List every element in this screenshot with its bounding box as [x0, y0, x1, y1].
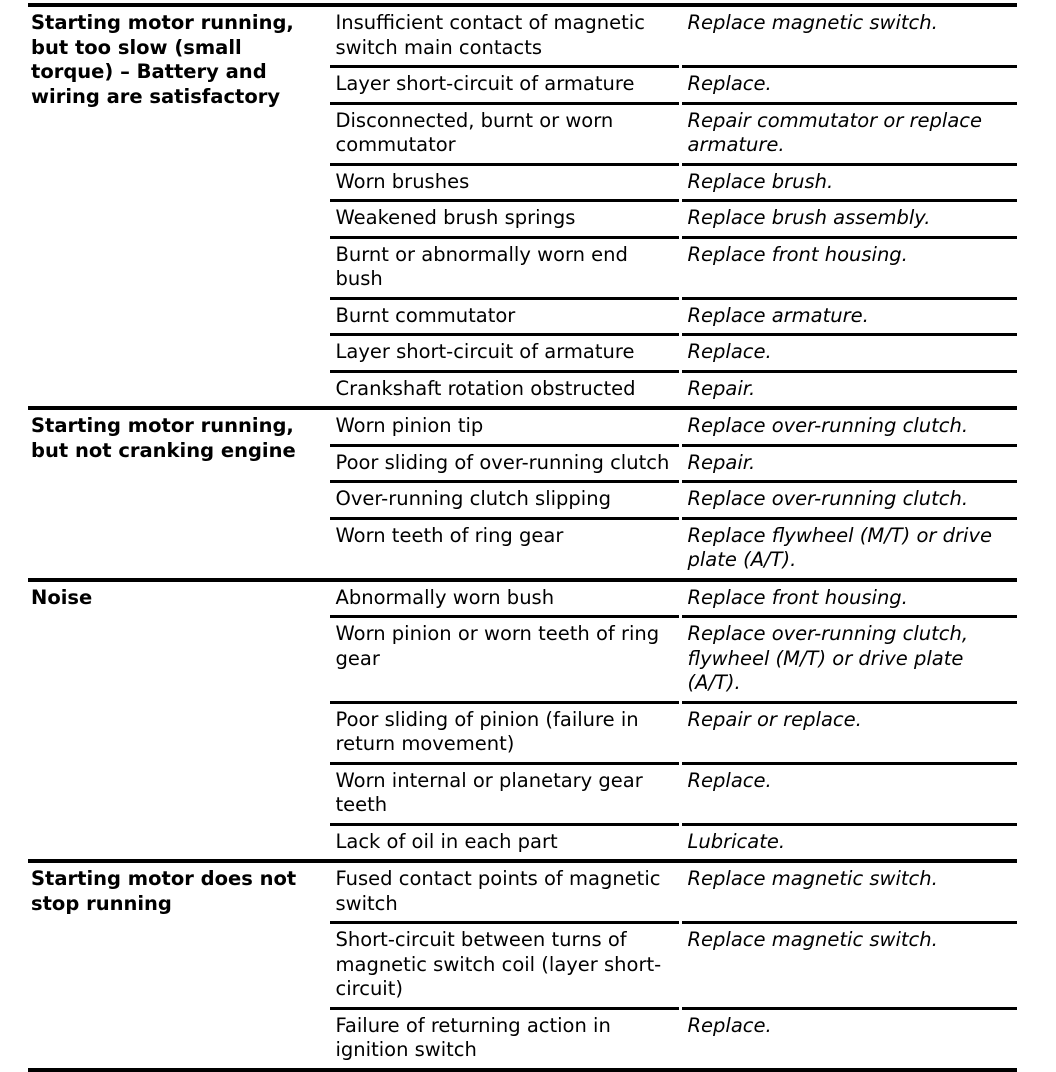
remedy-cell: Replace magnetic switch.	[680, 923, 1017, 1009]
cause-cell: Burnt or abnormally worn end bush	[328, 237, 680, 298]
remedy-cell: Replace.	[680, 67, 1017, 104]
remedy-cell: Replace flywheel (M/T) or drive plate (A/T).	[680, 518, 1017, 580]
troubleshooting-document	[28, 3, 1017, 1072]
cause-cell: Lack of oil in each part	[328, 824, 680, 861]
cause-cell: Short-circuit between turns of magnetic switch coil (layer short-circuit)	[328, 923, 680, 1009]
cause-cell: Worn internal or planetary gear teeth	[328, 763, 680, 824]
cause-cell: Worn brushes	[328, 164, 680, 201]
cause-cell: Insufficient contact of magnetic switch main contacts	[328, 5, 680, 67]
remedy-cell: Replace magnetic switch.	[680, 5, 1017, 67]
symptom-cell: Starting motor does not stop running	[28, 861, 328, 1070]
remedy-cell: Replace over-running clutch.	[680, 482, 1017, 519]
remedy-cell: Replace.	[680, 1008, 1017, 1070]
troubleshooting-table-body	[28, 5, 1017, 1070]
remedy-cell: Replace front housing.	[680, 237, 1017, 298]
remedy-cell: Replace brush assembly.	[680, 201, 1017, 238]
cause-cell: Abnormally worn bush	[328, 580, 680, 617]
table-row	[28, 861, 1017, 923]
remedy-cell: Repair commutator or replace armature.	[680, 103, 1017, 164]
remedy-cell: Lubricate.	[680, 824, 1017, 861]
remedy-cell: Replace armature.	[680, 298, 1017, 335]
cause-cell: Disconnected, burnt or worn commutator	[328, 103, 680, 164]
cause-cell: Worn teeth of ring gear	[328, 518, 680, 580]
remedy-cell: Replace magnetic switch.	[680, 861, 1017, 923]
cause-cell: Fused contact points of magnetic switch	[328, 861, 680, 923]
remedy-cell: Replace.	[680, 335, 1017, 372]
cause-cell: Worn pinion tip	[328, 408, 680, 445]
table-row	[28, 5, 1017, 67]
troubleshooting-table	[28, 3, 1017, 1072]
table-row	[28, 580, 1017, 617]
cause-cell: Layer short-circuit of armature	[328, 67, 680, 104]
remedy-cell: Replace over-running clutch, flywheel (M/T) or drive plate (A/T).	[680, 617, 1017, 703]
table-row	[28, 408, 1017, 445]
remedy-cell: Replace.	[680, 763, 1017, 824]
cause-cell: Poor sliding of over-running clutch	[328, 445, 680, 482]
cause-cell: Failure of returning action in ignition switch	[328, 1008, 680, 1070]
symptom-cell: Noise	[28, 580, 328, 862]
remedy-cell: Replace front housing.	[680, 580, 1017, 617]
remedy-cell: Replace over-running clutch.	[680, 408, 1017, 445]
remedy-cell: Repair.	[680, 371, 1017, 408]
remedy-cell: Repair or replace.	[680, 702, 1017, 763]
remedy-cell: Repair.	[680, 445, 1017, 482]
remedy-cell: Replace brush.	[680, 164, 1017, 201]
cause-cell: Crankshaft rotation obstructed	[328, 371, 680, 408]
cause-cell: Poor sliding of pinion (failure in return movement)	[328, 702, 680, 763]
cause-cell: Over-running clutch slipping	[328, 482, 680, 519]
cause-cell: Weakened brush springs	[328, 201, 680, 238]
cause-cell: Worn pinion or worn teeth of ring gear	[328, 617, 680, 703]
cause-cell: Layer short-circuit of armature	[328, 335, 680, 372]
symptom-cell: Starting motor running, but not cranking engine	[28, 408, 328, 580]
cause-cell: Burnt commutator	[328, 298, 680, 335]
symptom-cell: Starting motor running, but too slow (small torque) – Battery and wiring are satisfactory	[28, 5, 328, 408]
